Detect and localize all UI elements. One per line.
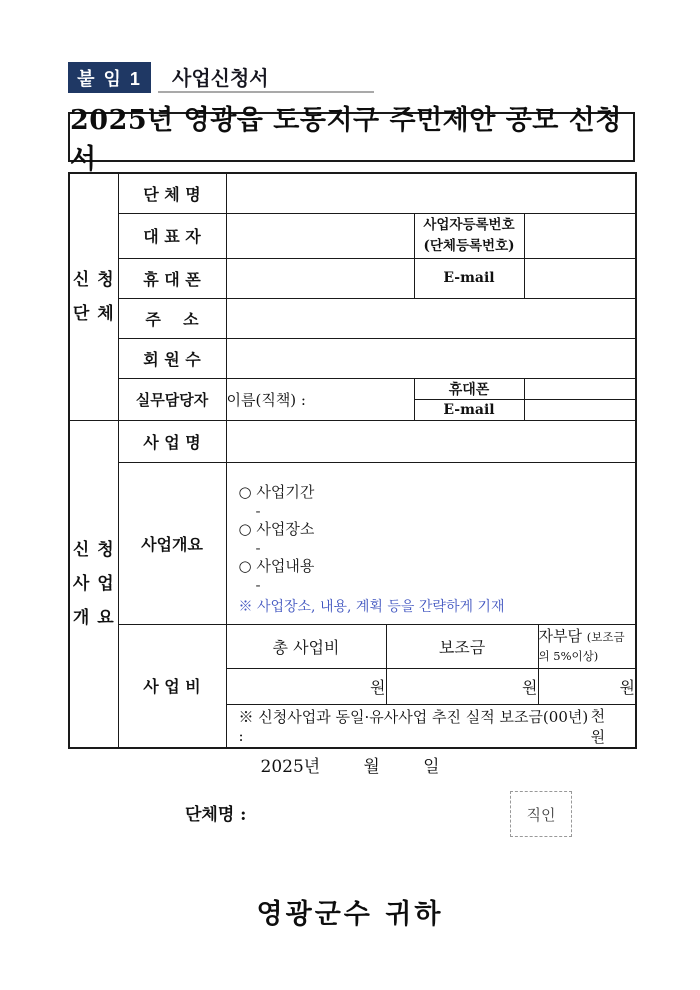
row-org-name xyxy=(69,173,636,213)
overview-item-content-detail: - xyxy=(255,575,261,594)
staff-label: 실무담당자 xyxy=(118,378,226,420)
member-count-field xyxy=(226,338,636,378)
application-form-table xyxy=(68,172,637,749)
signature-org-label: 단체명 : xyxy=(185,805,247,825)
group-header-project-line1: 신 청 xyxy=(72,539,115,560)
budget-self-header xyxy=(538,624,636,668)
recipient-line: 영광군수 귀하 xyxy=(256,899,444,930)
address-field xyxy=(226,298,636,338)
group-header-applicant-line2: 단 체 xyxy=(72,303,115,324)
budget-self-value: 원 xyxy=(538,668,636,704)
budget-note-unit: 천원 xyxy=(590,706,606,746)
staff-name-field: 이름(직책) : xyxy=(226,378,414,420)
staff-mobile-label: 휴대폰 xyxy=(414,378,524,399)
doc-type-heading: 사업신청서 xyxy=(158,62,374,93)
budget-note-cell xyxy=(226,704,636,748)
member-count-label: 회 원 수 xyxy=(118,338,226,378)
budget-subsidy-value: 원 xyxy=(386,668,538,704)
representative-field xyxy=(226,213,414,258)
form-title: 2025년 영광읍 도동지구 주민제안 공모 신청서 xyxy=(68,112,635,162)
org-name-label: 단 체 명 xyxy=(118,173,226,213)
mobile-field xyxy=(226,258,414,298)
row-member-count xyxy=(69,338,636,378)
group-header-project-line3: 개 요 xyxy=(72,607,115,628)
project-name-field xyxy=(226,420,636,462)
group-header-applicant-line1: 신 청 xyxy=(72,269,115,290)
row-project-overview xyxy=(69,462,636,624)
group-header-applicant xyxy=(69,173,118,420)
staff-email-label: E-mail xyxy=(414,399,524,420)
attachment-badge: 붙 임 1 xyxy=(68,62,151,93)
overview-item-location-detail: - xyxy=(255,538,261,557)
budget-total-value: 원 xyxy=(226,668,386,704)
overview-note: ※ 사업장소, 내용, 계획 등을 간략하게 기재 xyxy=(238,599,505,616)
row-budget-header xyxy=(69,624,636,668)
budget-subsidy-header: 보조금 xyxy=(386,624,538,668)
mobile-label: 휴 대 폰 xyxy=(118,258,226,298)
address-label: 주 소 xyxy=(118,298,226,338)
overview-item-period: ○ 사업기간 xyxy=(238,483,315,502)
biz-reg-label-line1: 사업자등록번호 xyxy=(423,216,515,233)
staff-mobile-field xyxy=(524,378,636,399)
seal-placeholder: 직인 xyxy=(510,791,572,837)
budget-self-header-main: 자부담 xyxy=(538,626,582,645)
overview-label: 사업개요 xyxy=(118,462,226,624)
email-field xyxy=(524,258,636,298)
group-header-project-line2: 사 업 xyxy=(72,573,115,594)
row-representative xyxy=(69,213,636,258)
email-label: E-mail xyxy=(414,258,524,298)
overview-item-location: ○ 사업장소 xyxy=(238,520,315,539)
row-address xyxy=(69,298,636,338)
row-project-name xyxy=(69,420,636,462)
overview-item-content: ○ 사업내용 xyxy=(238,557,315,576)
overview-field xyxy=(226,462,636,624)
staff-email-field xyxy=(524,399,636,420)
project-name-label: 사 업 명 xyxy=(118,420,226,462)
page-header xyxy=(68,62,374,93)
group-header-project xyxy=(69,420,118,748)
representative-label: 대 표 자 xyxy=(118,213,226,258)
biz-reg-label xyxy=(414,213,524,258)
org-name-field xyxy=(226,173,636,213)
budget-label: 사 업 비 xyxy=(118,624,226,748)
date-line: 2025년 월 일 xyxy=(260,757,440,777)
budget-note-text: ※ 신청사업과 동일·유사사업 추진 실적 보조금(00년) : xyxy=(238,708,589,745)
biz-reg-label-line2: (단체등록번호) xyxy=(423,237,515,254)
biz-reg-field xyxy=(524,213,636,258)
row-mobile xyxy=(69,258,636,298)
overview-item-period-detail: - xyxy=(255,501,261,520)
budget-total-header: 총 사업비 xyxy=(226,624,386,668)
row-staff-mobile xyxy=(69,378,636,399)
budget-self-header-sub: (보조금의 5%이상) xyxy=(538,629,625,663)
